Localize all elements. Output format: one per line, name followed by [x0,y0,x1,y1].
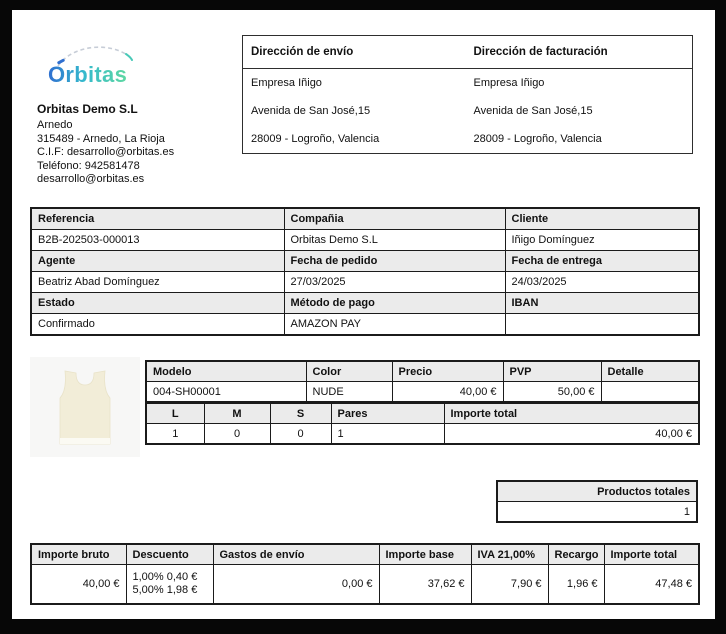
order-label: Cliente [505,208,699,230]
shipping-address-header: Dirección de envío [243,36,466,69]
billing-address-line: Avenida de San José,15 [473,105,593,117]
product-header: Precio [392,361,503,382]
size-header: L [146,403,204,424]
total-amount: 47,48 € [604,565,699,605]
line-total: 40,00 € [444,424,699,445]
discount-cell [126,565,213,605]
billing-address-line: 28009 - Logroño, Valencia [473,133,602,145]
pairs-value: 1 [331,424,444,445]
gross-amount: 40,00 € [31,565,126,605]
size-header: Pares [331,403,444,424]
summary-header: Importe total [604,544,699,565]
invoice-page [12,10,715,619]
order-info-table [30,207,700,336]
delivery-date: 24/03/2025 [505,272,699,293]
order-label: Fecha de pedido [284,251,505,272]
product-price: 40,00 € [392,382,503,403]
order-label: Referencia [31,208,284,230]
order-agent: Beatriz Abad Domínguez [31,272,284,293]
size-header: M [204,403,270,424]
size-header: Importe total [444,403,699,424]
product-header: Detalle [601,361,699,382]
products-total-box [496,480,698,523]
order-label: Agente [31,251,284,272]
vat-amount: 7,90 € [471,565,548,605]
company-line: Teléfono: 942581478 [37,159,140,172]
product-header: Color [306,361,392,382]
company-name: Orbitas Demo S.L [37,102,138,116]
product-detail-table [145,360,700,403]
product-header: PVP [503,361,601,382]
base-amount: 37,62 € [379,565,471,605]
summary-table [30,543,700,605]
size-header: S [270,403,331,424]
order-reference: B2B-202503-000013 [31,230,284,251]
company-info [37,103,174,186]
product-detail [601,382,699,403]
products-total-header: Productos totales [497,481,697,502]
company-line: C.I.F: desarrollo@orbitas.es [37,146,175,159]
product-model: 004-SH00001 [146,382,306,403]
order-status: Confirmado [31,314,284,336]
shipping-cost: 0,00 € [213,565,379,605]
shipping-address-line: 28009 - Logroño, Valencia [251,133,380,145]
billing-address-line: Empresa Iñigo [473,77,545,89]
company-logo [46,40,156,96]
summary-header: Importe bruto [31,544,126,565]
company-line: 315489 - Arnedo, La Rioja [37,132,165,145]
discount-line: 5,00% 1,98 € [132,584,198,596]
summary-header: Gastos de envío [213,544,379,565]
product-color: NUDE [306,382,392,403]
order-client: Iñigo Domínguez [505,230,699,251]
surcharge-amount: 1,96 € [548,565,604,605]
products-total-value: 1 [497,502,697,523]
order-label: Compañia [284,208,505,230]
addresses-table [242,35,693,154]
company-line: desarrollo@orbitas.es [37,173,145,186]
payment-method: AMAZON PAY [284,314,505,336]
company-line: Arnedo [37,119,73,132]
order-label: Estado [31,293,284,314]
tank-top-image [30,357,140,457]
size-qty-s: 0 [270,424,331,445]
product-header: Modelo [146,361,306,382]
size-qty-m: 0 [204,424,270,445]
product-sizes-table [145,402,700,445]
shipping-address-line: Empresa Iñigo [251,77,322,89]
summary-header: Importe base [379,544,471,565]
order-company: Orbitas Demo S.L [284,230,505,251]
iban-value [505,314,699,336]
order-date: 27/03/2025 [284,272,505,293]
order-label: Fecha de entrega [505,251,699,272]
size-qty-l: 1 [146,424,204,445]
order-label: Método de pago [284,293,505,314]
summary-header: IVA 21,00% [471,544,548,565]
shipping-address-line: Avenida de San José,15 [251,105,371,117]
discount-line: 1,00% 0,40 € [132,571,198,583]
product-pvp: 50,00 € [503,382,601,403]
product-image [30,357,140,457]
summary-header: Recargo [548,544,604,565]
summary-header: Descuento [126,544,213,565]
logo-text: Orbitas [48,62,128,87]
order-label: IBAN [505,293,699,314]
billing-address-header: Dirección de facturación [466,36,693,69]
